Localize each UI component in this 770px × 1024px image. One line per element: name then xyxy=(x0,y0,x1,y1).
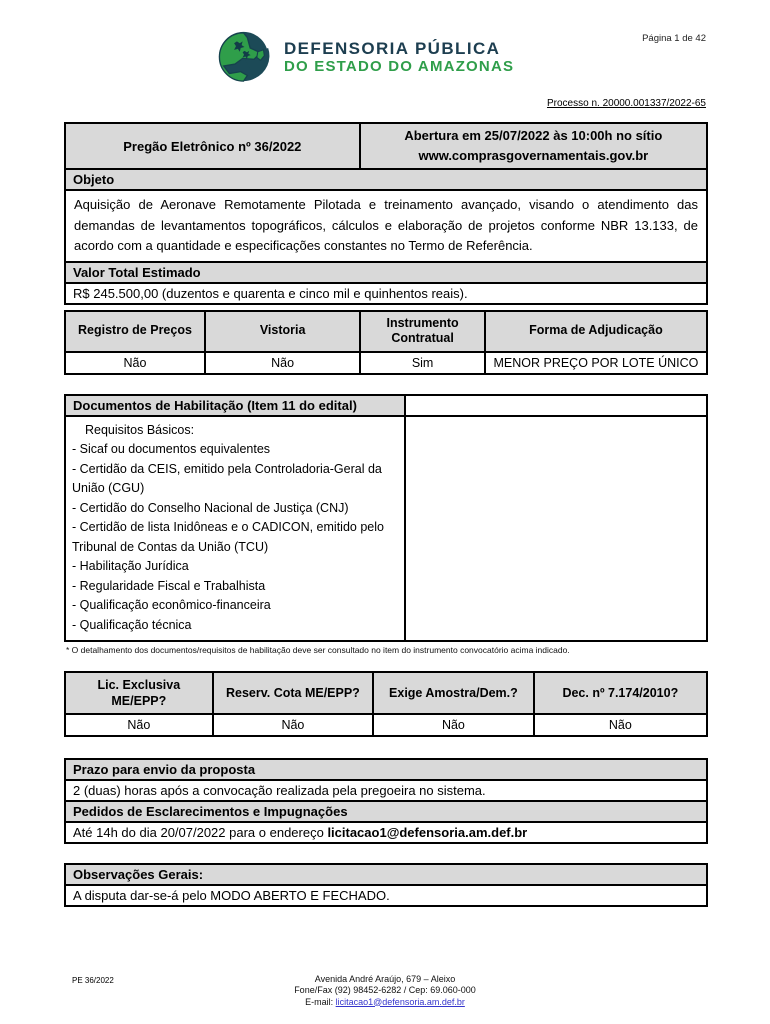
objeto-label: Objeto xyxy=(65,169,707,190)
meepp-table xyxy=(64,671,708,737)
docs-empty-cell xyxy=(405,416,707,642)
footer-email-line xyxy=(0,997,770,1009)
prazo-proposta-label: Prazo para envio da proposta xyxy=(65,759,707,780)
header-reserv-cota: Reserv. Cota ME/EPP? xyxy=(213,672,374,714)
summary-table xyxy=(64,310,708,375)
header-vistoria: Vistoria xyxy=(205,311,360,352)
docs-habilitacao-table xyxy=(64,394,708,643)
doc-item: - Regularidade Fiscal e Trabalhista xyxy=(72,578,266,593)
pedidos-label: Pedidos de Esclarecimentos e Impugnações xyxy=(65,801,707,822)
header-instrumento-contratual: Instrumento Contratual xyxy=(360,311,485,352)
value-registro-precos: Não xyxy=(65,352,205,374)
doc-reference: PE 36/2022 xyxy=(72,975,114,985)
doc-item: - Certidão de lista Inidôneas e o CADICON, emitido pelo Tribunal de Contas da União (TCU) xyxy=(72,520,384,554)
pedidos-email: licitacao1@defensoria.am.def.br xyxy=(327,825,528,840)
process-number: Processo n. 20000.001337/2022-65 xyxy=(546,98,706,109)
page-number: Página 1 de 42 xyxy=(642,33,706,44)
value-dec-7174: Não xyxy=(534,714,707,736)
observacoes-text: A disputa dar-se-á pelo MODO ABERTO E FECHADO. xyxy=(65,885,707,906)
doc-item: Requisitos Básicos: xyxy=(85,422,195,437)
pregao-title: Pregão Eletrônico nº 36/2022 xyxy=(65,123,360,169)
header-dec-7174: Dec. nº 7.174/2010? xyxy=(534,672,707,714)
header-exige-amostra: Exige Amostra/Dem.? xyxy=(373,672,534,714)
pedidos-prefix: Até 14h do dia 20/07/2022 para o endereço xyxy=(73,825,328,840)
header-forma-adjudicacao: Forma de Adjudicação xyxy=(485,311,707,352)
doc-item: - Sicaf ou documentos equivalentes xyxy=(72,442,271,456)
footer-address-block xyxy=(0,974,770,1009)
valor-text: R$ 245.500,00 (duzentos e quarenta e cinco mil e quinhentos reais). xyxy=(65,283,707,304)
doc-item: - Habilitação Jurídica xyxy=(72,559,189,573)
doc-item: - Qualificação econômico-financeira xyxy=(72,598,271,612)
footer-phone-cep: Fone/Fax (92) 98452-6282 / Cep: 69.060-000 xyxy=(294,985,476,995)
abertura-cell xyxy=(360,123,707,169)
header-lic-exclusiva: Lic. Exclusiva ME/EPP? xyxy=(65,672,213,714)
footer-address: Avenida André Araújo, 679 – Aleixo xyxy=(314,973,456,984)
objeto-text: Aquisição de Aeronave Remotamente Pilotada e treinamento avançado, visando o atendimento das demandas de levantamentos topográficos, cálculos e elaboração de projetos conforme NBR 13.133, de acordo com a quantidade e especificações constantes no Termo de Referência. xyxy=(65,190,707,262)
doc-item: - Certidão do Conselho Nacional de Justiça (CNJ) xyxy=(72,500,349,515)
value-instrumento-contratual: Sim xyxy=(360,352,485,374)
docs-list xyxy=(65,416,405,642)
value-exige-amostra: Não xyxy=(373,714,534,736)
org-name xyxy=(284,39,514,75)
prazos-table xyxy=(64,758,708,844)
footer-email-link[interactable]: licitacao1@defensoria.am.def.br xyxy=(335,996,465,1007)
value-reserv-cota: Não xyxy=(213,714,374,736)
value-forma-adjudicacao: MENOR PREÇO POR LOTE ÚNICO xyxy=(485,352,707,374)
org-logo-icon xyxy=(216,30,273,83)
org-name-line1: DEFENSORIA PÚBLICA xyxy=(284,38,501,58)
abertura-line1: Abertura em 25/07/2022 às 10:00h no sítio xyxy=(404,128,663,143)
header-registro-precos: Registro de Preços xyxy=(65,311,205,352)
footer-email-label: E-mail: xyxy=(305,996,336,1007)
page-footer xyxy=(0,974,770,1009)
docs-header: Documentos de Habilitação (Item 11 do edital) xyxy=(65,395,405,416)
pregao-table xyxy=(64,122,708,305)
value-lic-exclusiva: Não xyxy=(65,714,213,736)
valor-label: Valor Total Estimado xyxy=(65,262,707,283)
value-vistoria: Não xyxy=(205,352,360,374)
doc-item: - Certidão da CEIS, emitido pela Controladoria-Geral da União (CGU) xyxy=(72,461,382,495)
org-name-line2: DO ESTADO DO AMAZONAS xyxy=(284,57,515,75)
doc-item: - Qualificação técnica xyxy=(72,617,192,632)
observacoes-table xyxy=(64,863,708,907)
abertura-line2: www.comprasgovernamentais.gov.br xyxy=(418,148,649,163)
pedidos-text xyxy=(65,822,707,843)
docs-footnote: * O detalhamento dos documentos/requisitos de habilitação deve ser consultado no item do instrumento convocatório acima indicado. xyxy=(66,645,570,655)
docs-header-empty-cell xyxy=(405,395,707,416)
org-header xyxy=(216,0,716,83)
observacoes-label: Observações Gerais: xyxy=(65,864,707,885)
prazo-proposta-text: 2 (duas) horas após a convocação realizada pela pregoeira no sistema. xyxy=(65,780,707,801)
